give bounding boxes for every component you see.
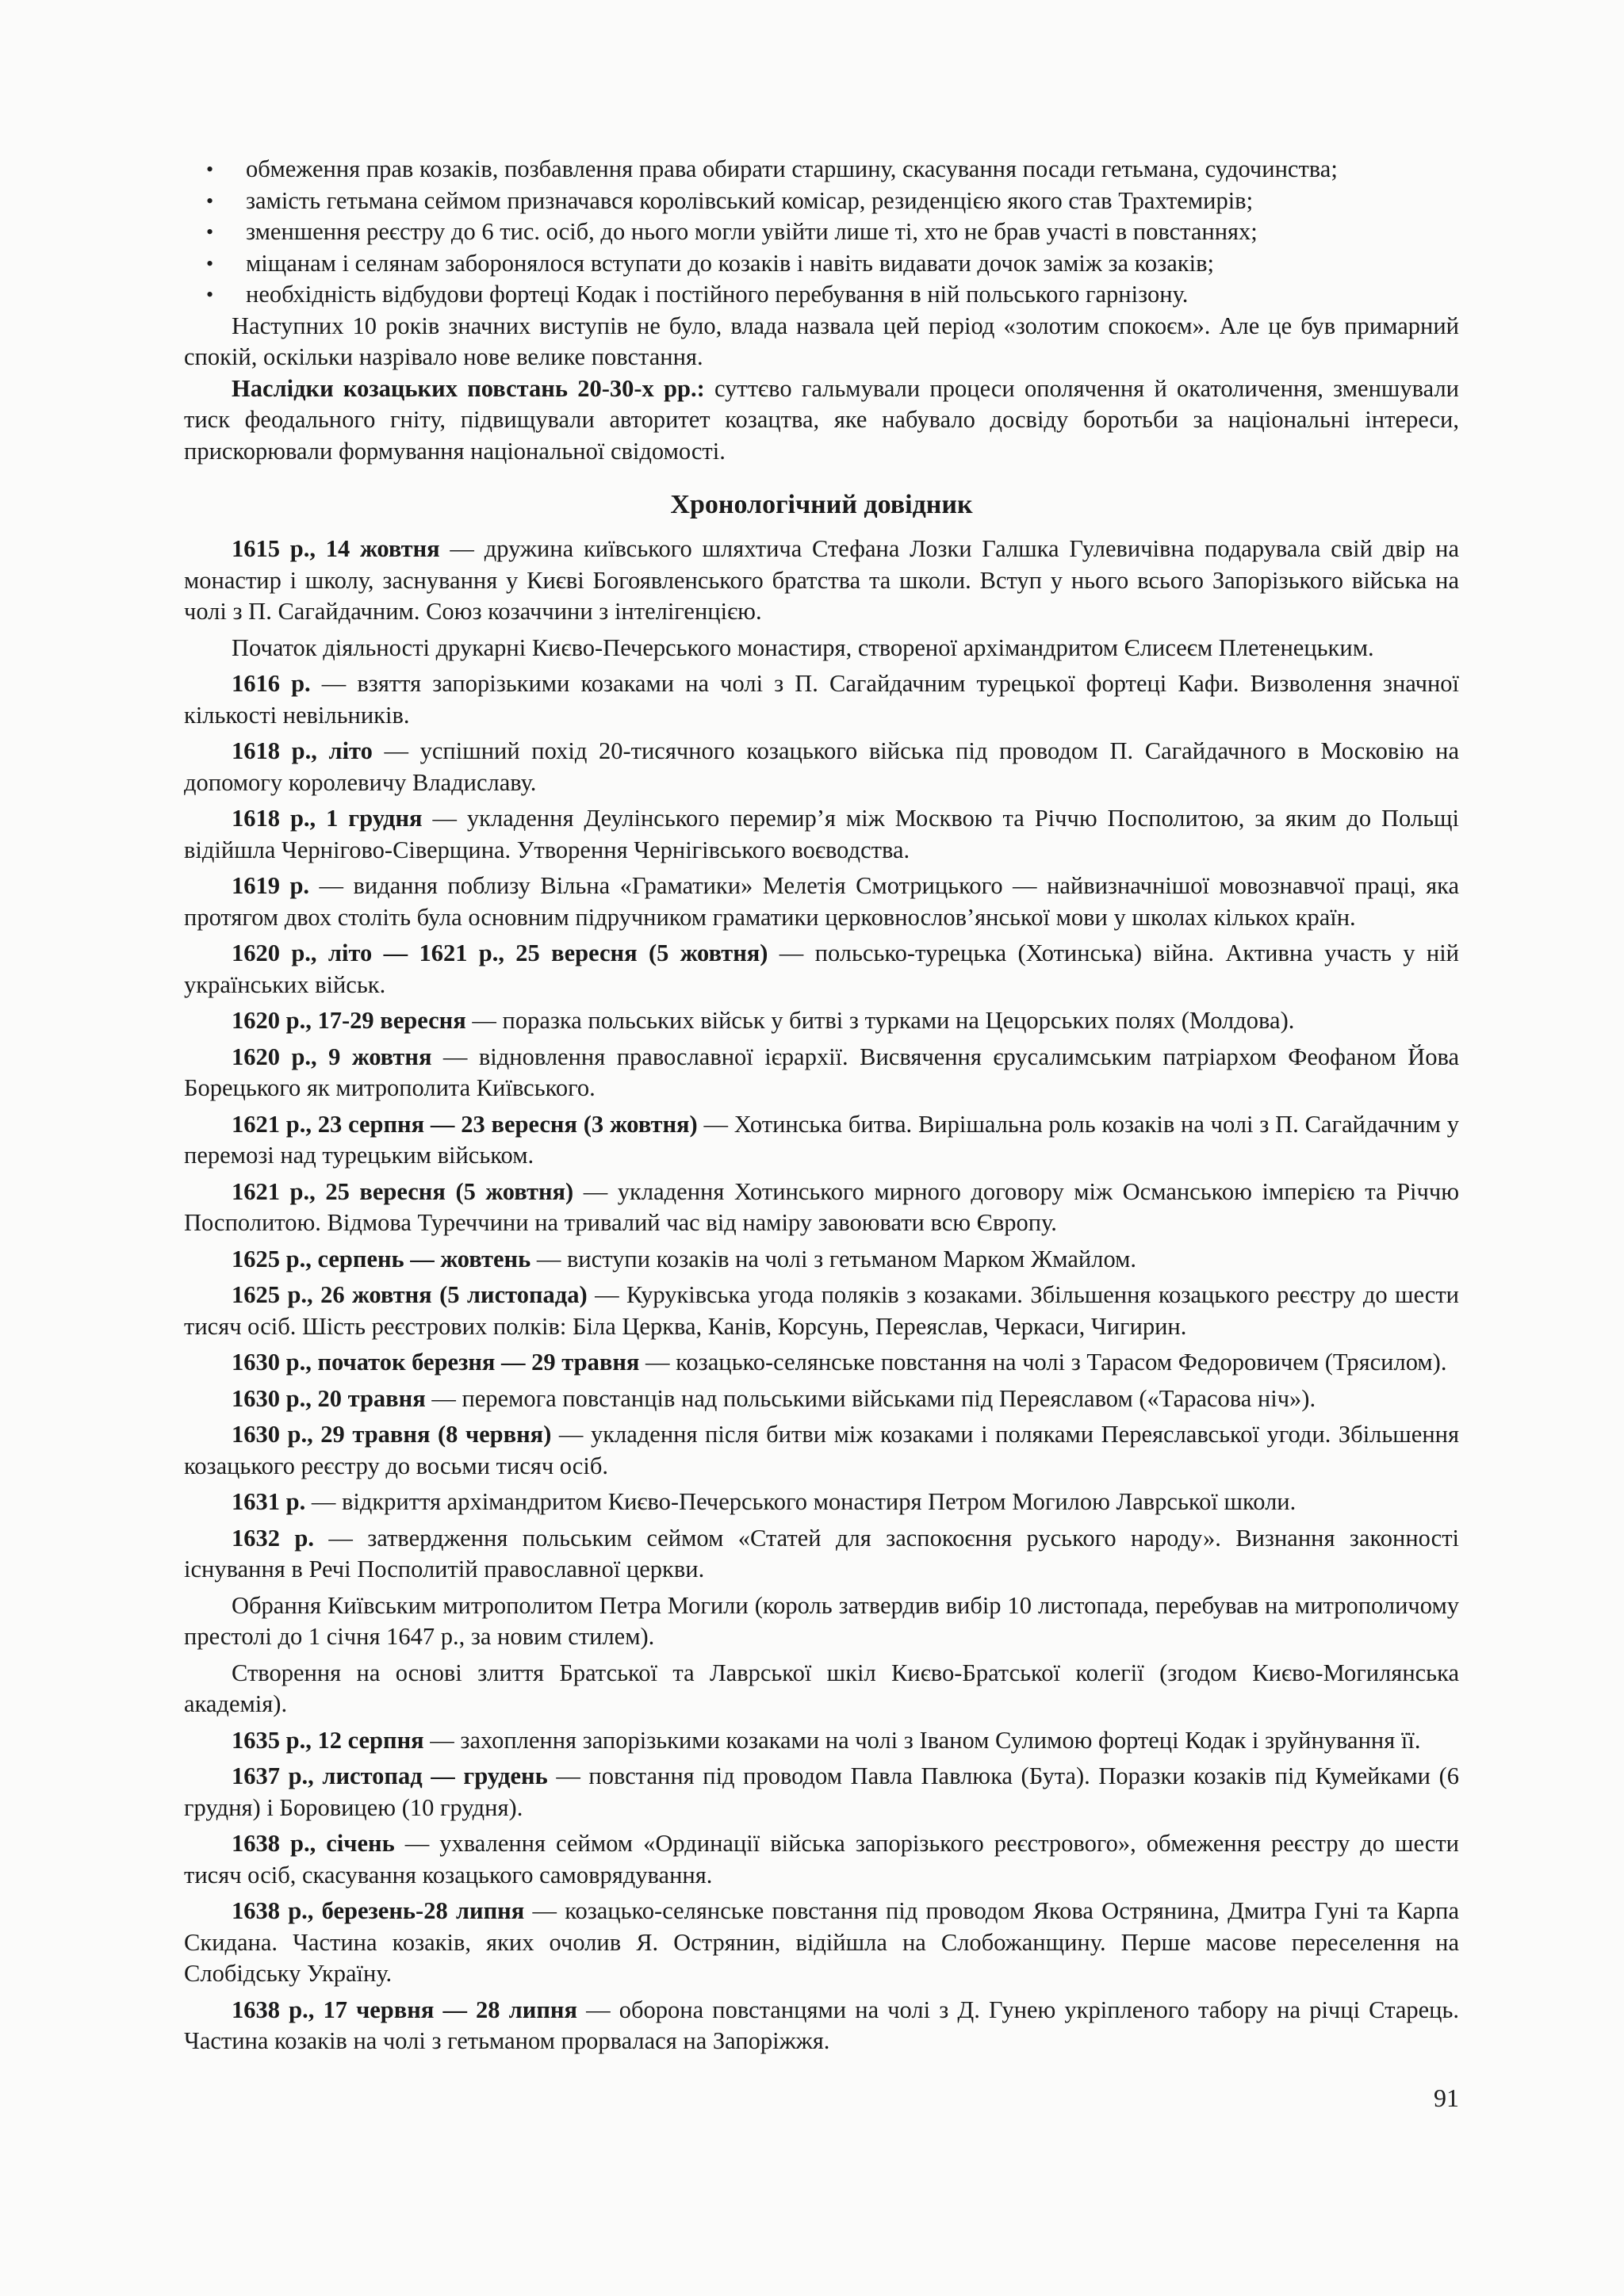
entry-text: — козацько-селянське повстання під проводом Якова Острянина, Дмитра Гуні та Карпа Скидана. Частина козаків, яких очолив Я. Острянин, відійшла на Слобожанщину. Перше масове переселення на Слобідську Україну.	[184, 1897, 1459, 1987]
entry-date: 1638 р., березень-28 липня	[232, 1897, 525, 1924]
chronology-entry	[184, 633, 1459, 664]
entry-date: 1620 р., 17-29 вересня	[232, 1007, 466, 1034]
bullet-icon: •	[206, 251, 214, 275]
entry-text: — укладення Хотинського мирного договору між Османською імперією та Річчю Посполитою. Відмова Туреччини на тривалий час від наміру завоювати всю Європу.	[184, 1177, 1459, 1236]
entry-text: — польсько-турецька (Хотинська) війна. Активна участь у ній українських військ.	[184, 939, 1459, 998]
chronology-entry	[184, 1383, 1459, 1415]
chronology-entry	[184, 534, 1459, 628]
entry-text: — успішний похід 20-тисячного козацького війська під проводом П. Сагайдачного в Московію на допомогу королевичу Владиславу.	[184, 737, 1459, 796]
chronology-entry	[184, 1419, 1459, 1482]
entry-text: — Хотинська битва. Вирішальна роль козаків на чолі з П. Сагайдачним у перемозі над турецьким військом.	[184, 1110, 1459, 1169]
list-item-text: необхідність відбудови фортеці Кодак і постійного перебування в ній польського гарнізону.	[246, 281, 1189, 308]
list-item-text: міщанам і селянам заборонялося вступати до козаків і навіть видавати дочок заміж за козаків;	[246, 249, 1214, 277]
entry-text: — видання поблизу Вільна «Граматики» Мелетія Смотрицького — найвизначнішої мовознавчої праці, яка протягом двох століть була основним підручником граматики церковнослов’янської мови у школах кількох країн.	[184, 872, 1459, 931]
entry-text: — повстання під проводом Павла Павлюка (Бута). Поразки козаків під Кумейками (6 грудня) і Боровицею (10 грудня).	[184, 1762, 1459, 1821]
entry-date: 1638 р., січень	[232, 1830, 395, 1857]
entry-date: 1635 р., 12 серпня	[232, 1726, 424, 1754]
chronology-entry	[184, 1042, 1459, 1104]
entry-date: 1631 р.	[232, 1488, 306, 1515]
section-heading: Хронологічний довідник	[670, 490, 973, 519]
chronology-entry	[184, 736, 1459, 798]
entry-text: — ухвалення сеймом «Ординації війська запорізького реєстрового», обмеження реєстру до шести тисяч осіб, скасування козацького самоврядування.	[184, 1830, 1459, 1888]
golden-peace-paragraph: Наступних 10 років значних виступів не було, влада назвала цей період «золотим спокоєм». Але це був примарний спокій, оскільки назрівало нове велике повстання.	[184, 312, 1459, 370]
page-number: 91	[1434, 2084, 1459, 2112]
entry-date: 1625 р., 26 жовтня (5 листопада)	[232, 1281, 588, 1308]
chronology-entry	[184, 1658, 1459, 1720]
consequences-paragraph	[184, 373, 1459, 468]
chronology-entry	[184, 1523, 1459, 1586]
chronology-entry	[184, 1761, 1459, 1823]
entry-text: — виступи козаків на чолі з гетьманом Марком Жмайлом.	[530, 1245, 1137, 1272]
chronology-entry	[184, 1487, 1459, 1518]
chronology-entry	[184, 938, 1459, 1001]
chronology-entry	[184, 1725, 1459, 1757]
entry-text: — оборона повстанцями на чолі з Д. Гунею укріпленого табору на річці Старець. Частина козаків на чолі з гетьманом прорвалася на Запоріжжя.	[184, 1996, 1459, 2054]
entry-date: 1630 р., 20 травня	[232, 1384, 426, 1412]
entry-text: — затвердження польським сеймом «Статей для заспокоєння руського народу». Визнання законності існування в Речі Посполитій православної церкви.	[184, 1524, 1459, 1582]
consequences-text: суттєво гальмували процеси ополячення й окатоличення, зменшували тиск феодального гніту, підвищували авторитет козацтва, яке набувало досвіду боротьби за національні інтереси, прискорювали формування національної свідомості.	[184, 374, 1459, 465]
entry-date: 1638 р., 17 червня — 28 липня	[232, 1996, 578, 2023]
entry-text: — укладення Деулінського перемир’я між Москвою та Річчю Посполитою, за яким до Польщі відійшла Чернігово-Сіверщина. Утворення Чернігівського воєводства.	[184, 805, 1459, 863]
list-item	[184, 279, 1459, 311]
chronology-list	[184, 534, 1459, 2057]
bullet-icon: •	[206, 189, 214, 212]
entry-date: 1630 р., початок березня — 29 травня	[232, 1349, 640, 1376]
entry-date: 1619 р.	[232, 872, 310, 899]
chronology-entry	[184, 1590, 1459, 1653]
entry-date: 1616 р.	[232, 670, 311, 697]
chronology-entry	[184, 1280, 1459, 1342]
entry-text: — дружина київського шляхтича Стефана Лозки Галшка Гулевичівна подарувала свій двір на монастир і школу, заснування у Києві Богоявленського братства та школи. Вступ у нього всього Запорізького війська на чолі з П. Сагайдачним. Союз козаччини з інтелігенцією.	[184, 535, 1460, 625]
entry-text: — перемога повстанців над польськими військами під Переяславом («Тарасова ніч»).	[425, 1384, 1316, 1412]
bullet-icon: •	[206, 158, 214, 181]
entry-text: — козацько-селянське повстання на чолі з Тарасом Федоровичем (Трясилом).	[639, 1349, 1447, 1376]
chronology-entry	[184, 1347, 1459, 1379]
entry-text: Обрання Київським митрополитом Петра Могили (король затвердив вибір 10 листопада, перебував на митрополичому престолі до 1 січня 1647 р., за новим стилем).	[184, 1591, 1459, 1650]
chronology-entry	[184, 1828, 1459, 1891]
chronology-entry	[184, 668, 1459, 731]
entry-text: — захоплення запорізькими козаками на чолі з Іваном Сулимою фортеці Кодак і зруйнування її.	[423, 1726, 1421, 1754]
chronology-entry	[184, 1244, 1459, 1276]
list-item-text: замість гетьмана сеймом призначався королівський комісар, резиденцією якого став Трахтемирів;	[246, 186, 1254, 214]
entry-text: Початок діяльності друкарні Києво-Печерського монастиря, створеної архімандритом Єлисеєм Плетенецьким.	[232, 633, 1374, 661]
entry-text: — відновлення православної ієрархії. Висвячення єрусалимським патріархом Феофаном Йова Борецького як митрополита Київського.	[184, 1043, 1459, 1101]
entry-text: — відкриття архімандритом Києво-Печерського монастиря Петром Могилою Лаврської школи.	[305, 1488, 1297, 1515]
list-item-text: обмеження прав козаків, позбавлення права обирати старшину, скасування посади гетьмана, судочинства;	[246, 155, 1338, 182]
list-item	[184, 186, 1459, 217]
list-item-text: зменшення реєстру до 6 тис. осіб, до нього могли увійти лише ті, хто не брав участі в повстаннях;	[246, 218, 1258, 245]
chronology-entry	[184, 871, 1459, 933]
entry-date: 1620 р., 9 жовтня	[232, 1043, 432, 1070]
entry-text: — взяття запорізькими козаками на чолі з П. Сагайдачним турецької фортеці Кафи. Визволення значної кількості невільників.	[184, 670, 1459, 729]
list-item	[184, 248, 1459, 280]
entry-date: 1630 р., 29 травня (8 червня)	[232, 1421, 552, 1448]
entry-text: — укладення після битви між козаками і поляками Переяславської угоди. Збільшення козацького реєстру до восьми тисяч осіб.	[184, 1421, 1460, 1479]
list-item	[184, 154, 1459, 186]
chronology-entry	[184, 1177, 1459, 1239]
entry-date: 1621 р., 25 вересня (5 жовтня)	[232, 1177, 574, 1205]
page-content	[184, 154, 1459, 2057]
entry-date: 1615 р., 14 жовтня	[232, 535, 440, 562]
chronology-entry	[184, 1109, 1459, 1172]
bullet-icon: •	[206, 283, 214, 306]
entry-date: 1632 р.	[232, 1524, 314, 1552]
bullet-icon: •	[206, 220, 214, 243]
entry-date: 1637 р., листопад — грудень	[232, 1762, 548, 1789]
entry-date: 1618 р., літо	[232, 737, 373, 764]
consequences-label: Наслідки козацьких повстань 20-30-х рр.:	[232, 374, 705, 402]
entry-text: Створення на основі злиття Братської та Лаврської шкіл Києво-Братської колегії (згодом Києво-Могилянська академія).	[184, 1659, 1459, 1717]
restrictions-list	[184, 154, 1459, 311]
entry-date: 1625 р., серпень — жовтень	[232, 1245, 531, 1272]
chronology-entry	[184, 1896, 1459, 1990]
entry-text: — Куруківська угода поляків з козаками. Збільшення козацького реєстру до шести тисяч осіб. Шість реєстрових полків: Біла Церква, Канів, Корсунь, Переяслав, Черкаси, Чигирин.	[184, 1281, 1459, 1340]
chronology-entry	[184, 1005, 1459, 1037]
chronology-entry	[184, 1995, 1459, 2057]
list-item	[184, 216, 1459, 248]
entry-date: 1621 р., 23 серпня — 23 вересня (3 жовтня)	[232, 1110, 698, 1138]
chronology-entry	[184, 803, 1459, 866]
entry-date: 1620 р., літо — 1621 р., 25 вересня (5 жовтня)	[232, 939, 768, 966]
entry-text: — поразка польських військ у битві з турками на Цецорських полях (Молдова).	[465, 1007, 1295, 1034]
entry-date: 1618 р., 1 грудня	[232, 805, 423, 832]
